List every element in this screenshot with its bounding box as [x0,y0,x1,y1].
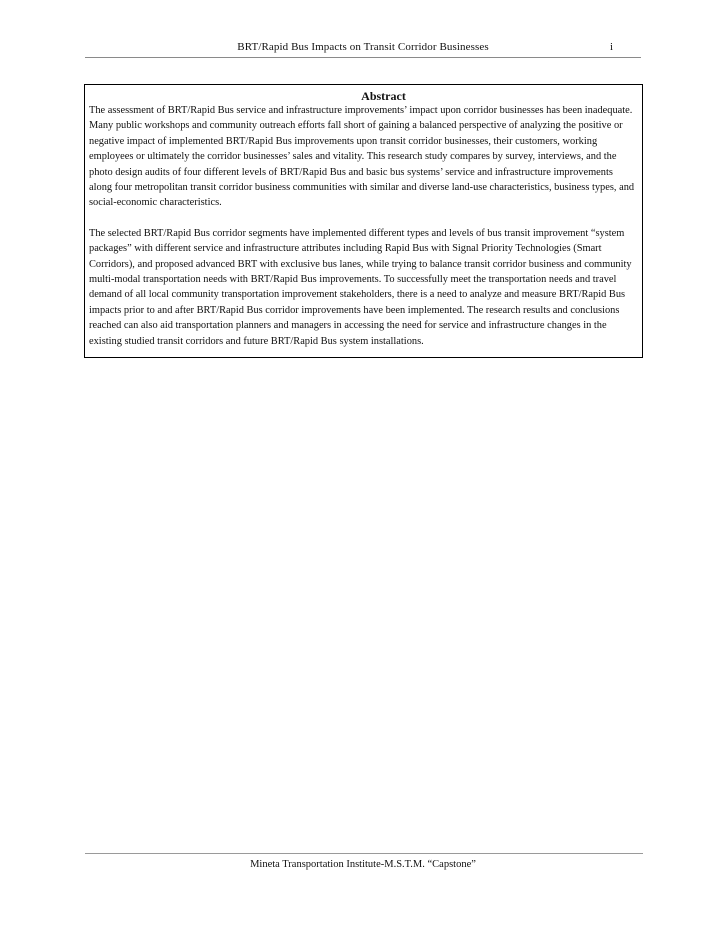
abstract-paragraph-1: The assessment of BRT/Rapid Bus service and infrastructure improvements’ impact upon corridor businesses has been inadequate. Many public workshops and community outreach efforts fall short of gaining a balanced perspective of analyzing the positive or negative impact of implemented BRT/Rapid Bus improvements upon transit corridor businesses, their customers, working employees or ultimately the corridor businesses’ sales and vitality. This research study compares by survey, interviews, and the photo design audits of four different levels of BRT/Rapid Bus and basic bus systems’ service and infrastructure improvements along four metropolitan transit corridor business communities with similar and diverse land-use characteristics, business types, and social-economic characteristics. [89,105,635,209]
footer-divider [85,853,643,854]
page-number: i [609,41,613,53]
abstract-paragraph-2: The selected BRT/Rapid Bus corridor segments have implemented different types and levels of bus transit improvement “system packages” with different service and infrastructure attributes including Rapid Bus with Signal Priority Technologies (Smart Corridors), and proposed advanced BRT with exclusive bus lanes, while trying to balance transit corridor business and community multi-modal transportation needs with BRT/Rapid Bus improvements. To successfully meet the transportation needs and travel demand of all local community transportation improvement stakeholders, there is a need to analyze and measure BRT/Rapid Bus impacts prior to and after BRT/Rapid Bus corridor improvements have been implemented. The research results and conclusions reached can also aid transportation planners and managers in accessing the need for service and infrastructure changes in the existing studied transit corridors and future BRT/Rapid Bus system installations. [89,227,632,347]
header-divider [85,57,641,58]
header-title: BRT/Rapid Bus Impacts on Transit Corridor Businesses [237,41,489,53]
abstract-box [84,84,643,358]
abstract-heading: Abstract [361,89,406,103]
footer-text: Mineta Transportation Institute-M.S.T.M. “Capstone” [250,859,476,870]
page-header [85,40,641,58]
